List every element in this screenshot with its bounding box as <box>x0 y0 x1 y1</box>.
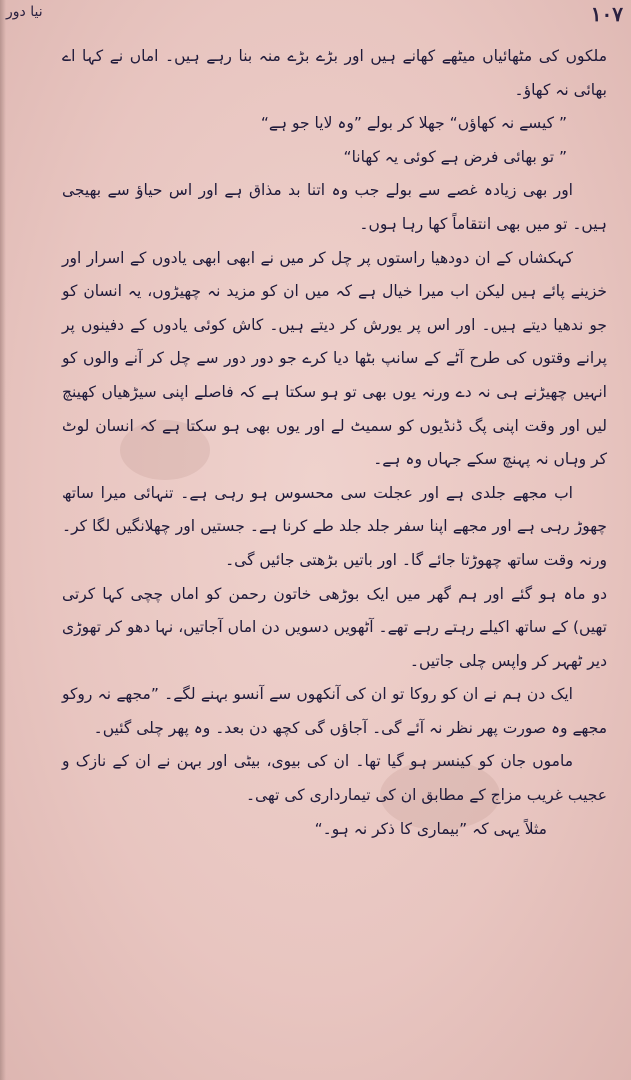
page-number: ۱۰۷ <box>590 2 623 26</box>
paragraph: کہکشاں کے ان دودھیا راستوں پر چل کر میں نے ابھی ابھی یادوں کے اسرار اور خزینے پائے ہیں لیکن اب میرا خیال ہے کہ میں ان کو مزید نہ چھیڑوں، یہ انسان کو جو ندھیا دیتے ہیں۔ اور اس پر یورش کر دیتے ہیں۔ کاش کوئی یادوں کے دفینوں پر پرانے وقتوں کی طرح آٹے کے سانپ بٹھا دیا کرے جو دور دور سے چل کر آنے والوں کو انہیں چھیڑنے ہی نہ دے ورنہ یوں بھی تو ہو سکتا ہے کہ فاصلے اپنی سیڑھیاں کھینچ لیں اور وقت اپنی پگ ڈنڈیوں کو سمیٹ لے اور یوں بھی ہو سکتا ہے کہ انسان لوٹ کر وہاں نہ پہنچ سکے جہاں وہ ہے۔ <box>62 248 607 469</box>
running-header-title: نیا دور <box>6 4 43 20</box>
dialogue-line: ” کیسے نہ کھاؤں“ جھلا کر بولے ”وہ لایا جو ہے“ <box>260 114 567 133</box>
dialogue-line: ” تو بھائی فرض ہے کوئی یہ کھانا“ <box>343 147 567 166</box>
page-binding-edge <box>0 0 6 1080</box>
paragraph: اور بھی زیادہ غصے سے بولے جب وہ اتنا بد مذاق ہے اور اس حیاؤ سے بھیجی ہیں۔ تو میں بھی انتقاماً کھا رہا ہوں۔ <box>62 181 607 233</box>
paragraph: ملکوں کی مٹھائیاں میٹھے کھانے ہیں اور بڑے بڑے منہ بنا رہے ہیں۔ اماں نے کہا اے بھائی نہ کھاؤ۔ <box>62 47 607 99</box>
paragraph: مثلاً یہی کہ ”بیماری کا ذکر نہ ہو۔“ <box>314 819 547 838</box>
paragraph: اب مجھے جلدی ہے اور عجلت سی محسوس ہو رہی ہے۔ تنہائی میرا ساتھ چھوڑ رہی ہے اور مجھے اپنا سفر جلد جلد طے کرنا ہے۔ جستیں اور چھلانگیں لگا کر۔ ورنہ وقت ساتھ چھوڑتا جائے گا۔ اور باتیں بڑھتی جائیں گی۔ <box>62 483 607 569</box>
paragraph: ایک دن ہم نے ان کو روکا تو ان کی آنکھوں سے آنسو بہنے لگے۔ ”مجھے نہ روکو مجھے وہ صورت پھر نظر نہ آئے گی۔ آجاؤں گی کچھ دن بعد۔ وہ پھر چلی گئیں۔ <box>62 685 607 737</box>
paragraph: دو ماہ ہو گئے اور ہم گھر میں ایک بوڑھی خاتون رحمن کو اماں چچی کہا کرتی تھیں) کے ساتھ اکیلے رہتے رہے تھے۔ آٹھویں دسویں دن اماں آجاتیں، نہا دھو کر تھوڑی دیر ٹھہر کر واپس چلی جاتیں۔ <box>62 584 607 670</box>
page-body <box>62 40 607 846</box>
paragraph: ماموں جان کو کینسر ہو گیا تھا۔ ان کی بیوی، بیٹی اور بہن نے ان کے نازک و عجیب غریب مزاج کے مطابق ان کی تیمارداری کی تھی۔ <box>62 752 607 805</box>
